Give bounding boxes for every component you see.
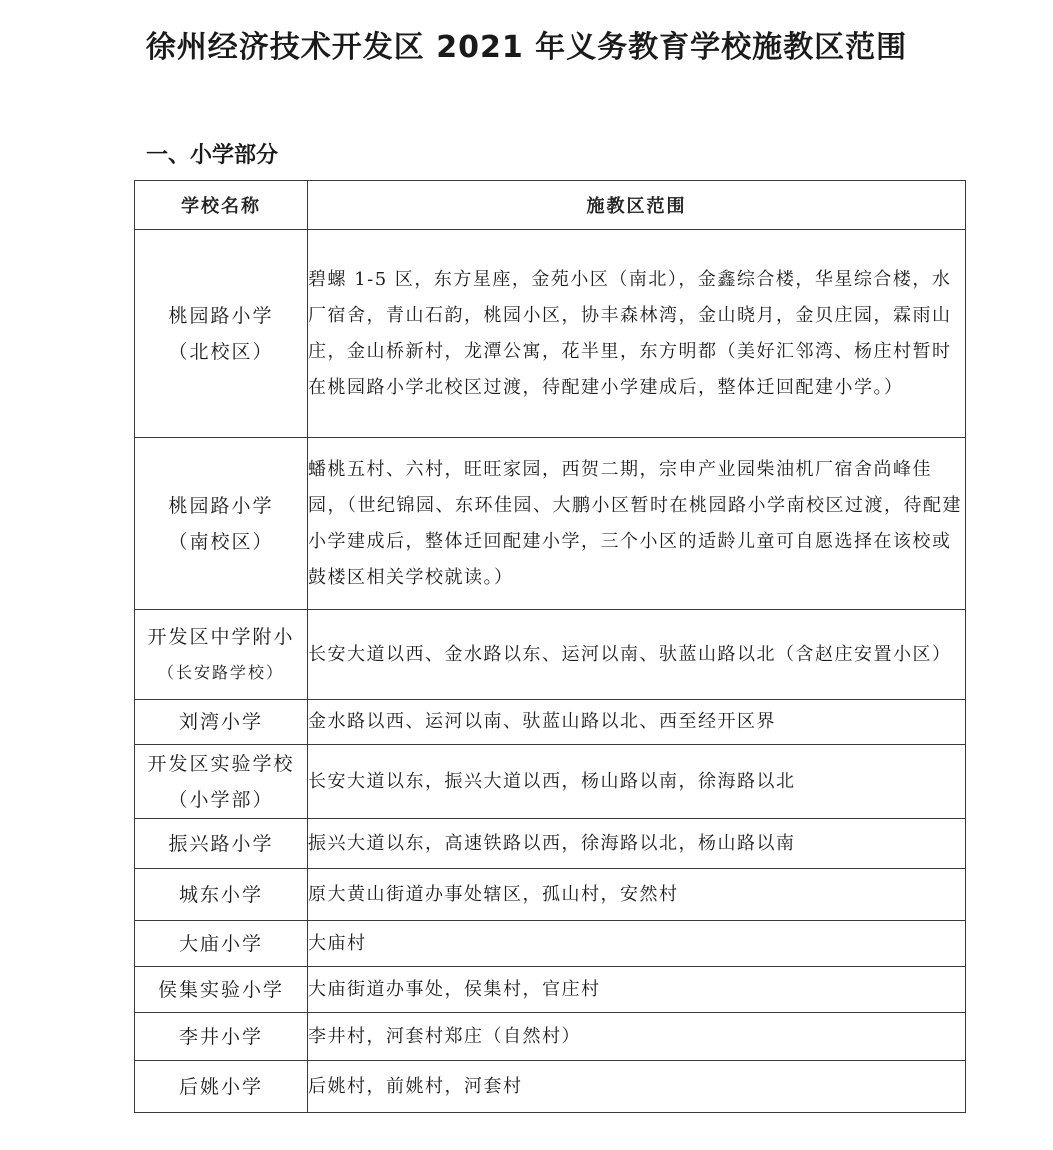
school-name-cell bbox=[135, 700, 308, 745]
school-name: 侯集实验小学 bbox=[157, 978, 284, 1001]
table-header-row bbox=[135, 181, 966, 230]
school-name: 开发区实验学校 bbox=[147, 752, 295, 775]
school-name-cell bbox=[135, 921, 308, 967]
scope-cell: 李井村，河套村郑庄（自然村） bbox=[308, 1013, 966, 1061]
scope-cell: 金水路以西、运河以南、驮蓝山路以北、西至经开区界 bbox=[308, 700, 966, 745]
table-row bbox=[135, 967, 966, 1013]
school-name-cell bbox=[135, 869, 308, 921]
school-name: 桃园路小学 bbox=[168, 494, 274, 517]
school-name-cell bbox=[135, 967, 308, 1013]
school-name: 刘湾小学 bbox=[178, 711, 263, 733]
table-row bbox=[135, 230, 966, 438]
school-name-cell bbox=[135, 1061, 308, 1113]
school-name: 桃园路小学 bbox=[168, 304, 274, 327]
school-name: 振兴路小学 bbox=[168, 832, 274, 855]
scope-cell: 长安大道以西、金水路以东、运河以南、驮蓝山路以北（含赵庄安置小区） bbox=[308, 610, 966, 700]
table-row bbox=[135, 869, 966, 921]
scope-cell: 长安大道以东，振兴大道以西，杨山路以南，徐海路以北 bbox=[308, 745, 966, 819]
scope-cell: 振兴大道以东，高速铁路以西，徐海路以北，杨山路以南 bbox=[308, 819, 966, 869]
header-school-name: 学校名称 bbox=[135, 181, 308, 230]
school-campus: （长安路学校） bbox=[157, 662, 284, 682]
school-name-cell bbox=[135, 610, 308, 700]
school-name-cell bbox=[135, 438, 308, 610]
section-heading: 一、小学部分 bbox=[146, 143, 279, 168]
school-name: 城东小学 bbox=[178, 883, 263, 906]
school-campus: （北校区） bbox=[168, 340, 274, 363]
school-name: 大庙小学 bbox=[178, 932, 263, 955]
table-row bbox=[135, 1013, 966, 1061]
table-row bbox=[135, 700, 966, 745]
scope-cell: 大庙街道办事处，侯集村，官庄村 bbox=[308, 967, 966, 1013]
school-name-cell bbox=[135, 745, 308, 819]
table-row bbox=[135, 921, 966, 967]
table-row bbox=[135, 438, 966, 610]
school-campus: （小学部） bbox=[168, 788, 274, 811]
school-name: 后姚小学 bbox=[178, 1075, 263, 1098]
table-row bbox=[135, 819, 966, 869]
school-name-cell bbox=[135, 230, 308, 438]
document-title: 徐州经济技术开发区 2021 年义务教育学校施教区范围 bbox=[145, 30, 908, 65]
school-name: 开发区中学附小 bbox=[147, 625, 295, 648]
catchment-table bbox=[134, 180, 966, 1113]
scope-cell: 后姚村，前姚村，河套村 bbox=[308, 1061, 966, 1113]
school-name-cell bbox=[135, 1013, 308, 1061]
school-name-cell bbox=[135, 819, 308, 869]
scope-cell: 大庙村 bbox=[308, 921, 966, 967]
table-row bbox=[135, 610, 966, 700]
table-row bbox=[135, 1061, 966, 1113]
scope-cell: 原大黄山街道办事处辖区，孤山村，安然村 bbox=[308, 869, 966, 921]
school-campus: （南校区） bbox=[168, 530, 274, 553]
scope-cell: 蟠桃五村、六村，旺旺家园，西贺二期，宗申产业园柴油机厂宿舍尚峰佳园，（世纪锦园、东环佳园、大鹏小区暂时在桃园路小学南校区过渡，待配建小学建成后，整体迁回配建小学，三个小区的适龄儿童可自愿选择在该校或鼓楼区相关学校就读。） bbox=[308, 438, 966, 610]
table-row bbox=[135, 745, 966, 819]
scope-cell: 碧螺 1-5 区，东方星座，金苑小区（南北），金鑫综合楼，华星综合楼，水厂宿舍，青山石韵，桃园小区，协丰森林湾，金山晓月，金贝庄园，霖雨山庄，金山桥新村，龙潭公寓，花半里，东方明都（美好汇邻湾、杨庄村暂时在桃园路小学北校区过渡，待配建小学建成后，整体迁回配建小学。） bbox=[308, 230, 966, 438]
header-catchment-scope: 施教区范围 bbox=[308, 181, 966, 230]
school-name: 李井小学 bbox=[178, 1025, 263, 1048]
